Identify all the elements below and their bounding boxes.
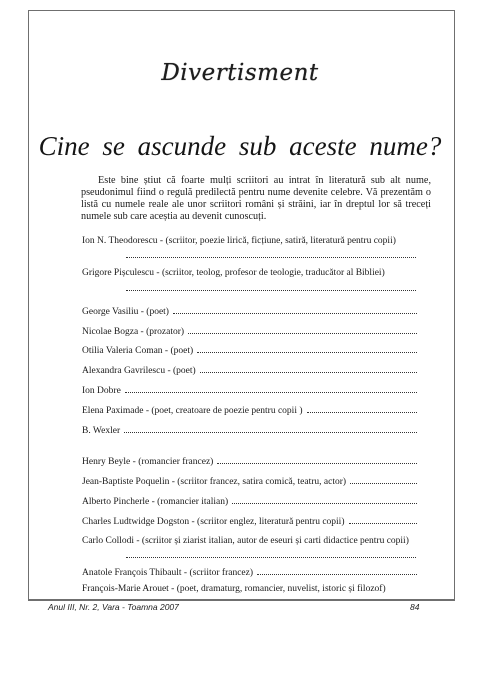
entry-row: [82, 516, 417, 528]
answer-line[interactable]: [217, 456, 417, 464]
page-number: 84: [410, 602, 420, 612]
entry-label: Carlo Collodi - (scriitor și ziarist italian, autor de eseuri și carti didactice pentru copii): [82, 536, 409, 546]
entry-label: Nicolae Bogza - (prozator): [82, 327, 185, 337]
answer-line[interactable]: [126, 289, 416, 291]
answer-line[interactable]: [200, 365, 417, 373]
answer-line[interactable]: [197, 345, 417, 353]
entry-row: [82, 567, 417, 579]
entry-row: [82, 306, 417, 318]
entry-label: François-Marie Arouet - (poet, dramaturg, romancier, nuvelist, istoric și filozof): [82, 584, 386, 594]
entry-label: Ion N. Theodorescu - (scriitor, poezie lirică, ficțiune, satiră, literatură pentru copii): [82, 236, 396, 246]
entry-label: Ion Dobre: [82, 386, 121, 396]
footer-issue: Anul III, Nr. 2, Vara - Toamna 2007: [48, 602, 179, 612]
entry-label: Alexandra Gavrilescu - (poet): [82, 366, 196, 376]
entry-row: [82, 425, 417, 437]
entry-row: [82, 365, 417, 377]
answer-line[interactable]: [257, 567, 417, 575]
answer-line[interactable]: [125, 385, 417, 393]
entry-row: [82, 476, 417, 488]
entry-label: B. Wexler: [82, 426, 121, 436]
answer-line[interactable]: [126, 556, 416, 558]
entry-row: [82, 496, 417, 508]
entry-label: Elena Paximade - (poet, creatoare de poezie pentru copii ): [82, 406, 303, 416]
entry-label: Jean-Baptiste Poquelin - (scriitor francez, satira comică, teatru, actor): [82, 477, 347, 487]
answer-line[interactable]: [307, 405, 417, 413]
section-title: Divertisment: [161, 60, 319, 86]
footer-rule: [28, 600, 455, 601]
entry-row: [82, 385, 417, 397]
entry-label: Otilia Valeria Coman - (poet): [82, 346, 194, 356]
entry-row: [82, 536, 417, 548]
entry-label: Anatole François Thibault - (scriitor francez): [82, 568, 254, 578]
entry-row: [82, 345, 417, 357]
entry-row: [82, 584, 417, 596]
entry-row: [82, 236, 417, 248]
page-headline: Cine se ascunde sub aceste nume?: [38, 131, 442, 161]
entry-row: [82, 456, 417, 468]
entry-label: Alberto Pincherle - (romancier italian): [82, 497, 229, 507]
entry-label: Grigore Pișculescu - (scriitor, teolog, profesor de teologie, traducător al Bibliei): [82, 268, 385, 278]
intro-paragraph: Este bine știut că foarte mulți scriitori au intrat în literatură sub alt nume, pseudonimul fiind o regulă predilectă pentru nume devenite celebre. Vă prezentăm o listă cu numele reale ale unor scriitori români și străini, iar în dreptul lor să treceți numele sub care aceștia au devenit cunoscuți.: [81, 175, 431, 222]
answer-line[interactable]: [173, 306, 417, 314]
answer-line[interactable]: [350, 476, 417, 484]
entry-row: [82, 268, 417, 280]
answer-line[interactable]: [126, 256, 416, 258]
entry-label: Charles Ludtwidge Dogston - (scriitor englez, literatură pentru copii): [82, 517, 345, 527]
entry-label: George Vasiliu - (poet): [82, 307, 169, 317]
answer-line[interactable]: [124, 425, 417, 433]
entry-label: Henry Beyle - (romancier francez): [82, 457, 214, 467]
answer-line[interactable]: [349, 516, 418, 524]
entry-row: [82, 405, 417, 417]
entry-row: [82, 326, 417, 338]
answer-line[interactable]: [232, 496, 417, 504]
answer-line[interactable]: [188, 326, 417, 334]
